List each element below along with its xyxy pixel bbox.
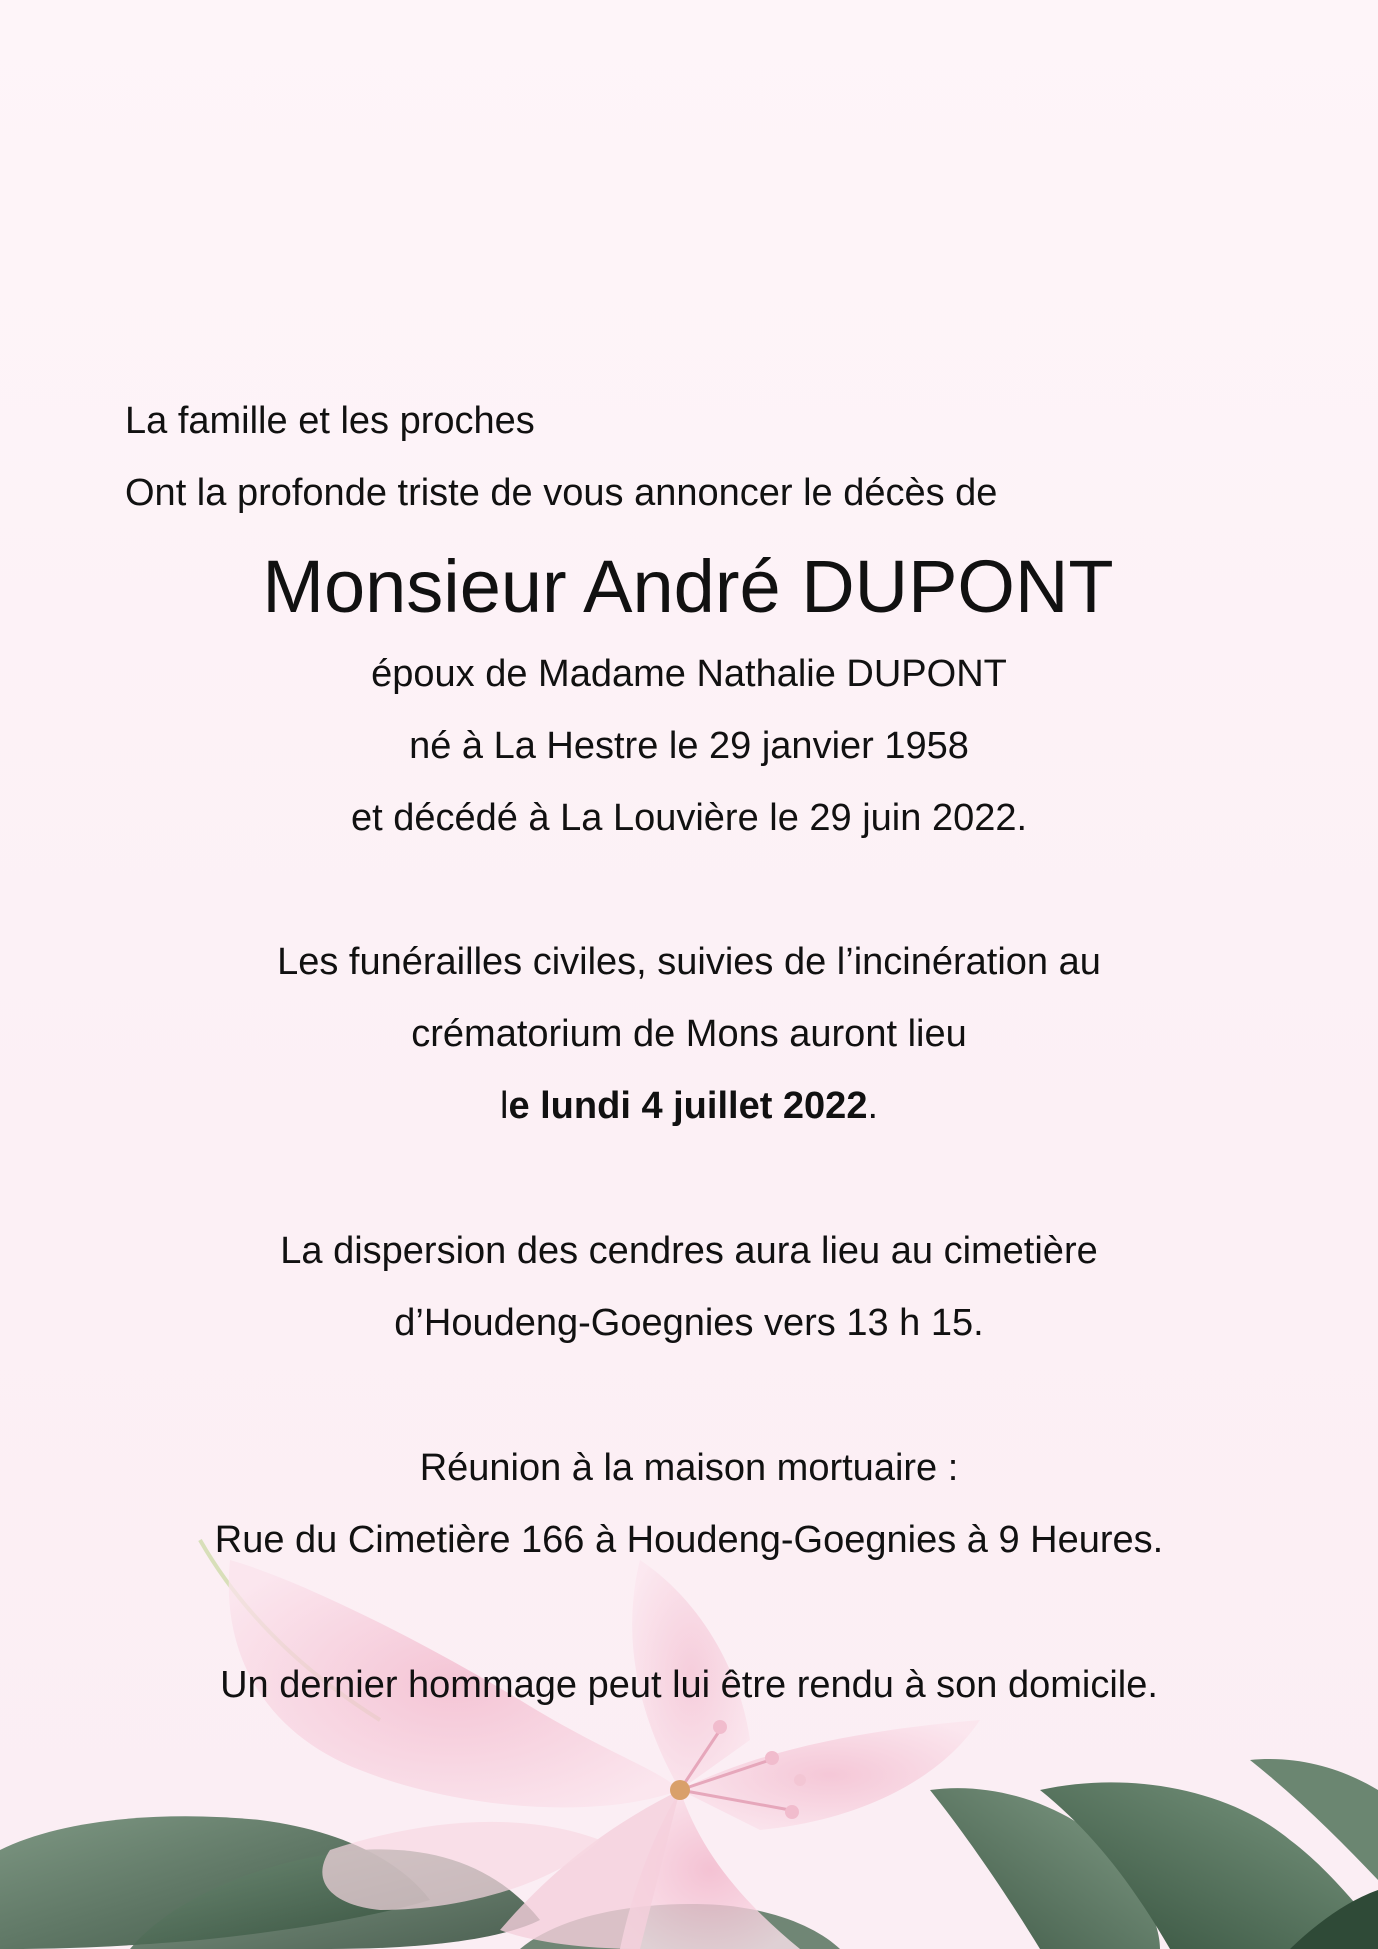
ashes-line-1-text: La dispersion des cendres aura lieu au cimetière: [280, 1230, 1098, 1272]
funeral-line-1-text: Les funérailles civiles, suivies de l’incinération au: [277, 941, 1101, 983]
intro-line-announcement: Ont la profonde triste de vous annoncer le décès de: [125, 472, 998, 514]
meeting-line-2: [0, 1517, 1378, 1563]
funeral-line-2-text: crématorium de Mons auront lieu: [411, 1013, 967, 1055]
pink-flower-illustration: [0, 1520, 1378, 1949]
ashes-line-1: [0, 1228, 1378, 1274]
spouse-line-text: époux de Madame Nathalie DUPONT: [371, 653, 1007, 695]
funeral-line-2: [0, 1011, 1378, 1057]
funeral-date-suffix: .: [867, 1085, 879, 1127]
death-line: [0, 795, 1378, 841]
meeting-line-1: [0, 1445, 1378, 1491]
spouse-line: [0, 651, 1378, 697]
ashes-line-2-text: d’Houdeng-Goegnies vers 13 h 15.: [394, 1302, 984, 1344]
ashes-line-2: [0, 1300, 1378, 1346]
tribute-line-text: Un dernier hommage peut lui être rendu à son domicile.: [220, 1664, 1158, 1706]
tribute-line: [0, 1662, 1378, 1708]
funeral-date-bold: e lundi 4 juillet 2022: [508, 1085, 868, 1127]
intro-line-family: La famille et les proches: [125, 400, 535, 442]
deceased-name-text: Monsieur André DUPONT: [262, 545, 1114, 628]
meeting-line-1-text: Réunion à la maison mortuaire :: [419, 1447, 959, 1489]
funeral-date-line: [0, 1083, 1378, 1129]
birth-line-text: né à La Hestre le 29 janvier 1958: [409, 725, 969, 767]
death-line-text: et décédé à La Louvière le 29 juin 2022.: [350, 797, 1028, 839]
funeral-line-1: [0, 939, 1378, 985]
meeting-line-2-text: Rue du Cimetière 166 à Houdeng-Goegnies à 9 Heures.: [214, 1519, 1164, 1561]
deceased-name: [0, 545, 1378, 629]
funeral-date-prefix: l: [499, 1085, 509, 1127]
birth-line: [0, 723, 1378, 769]
